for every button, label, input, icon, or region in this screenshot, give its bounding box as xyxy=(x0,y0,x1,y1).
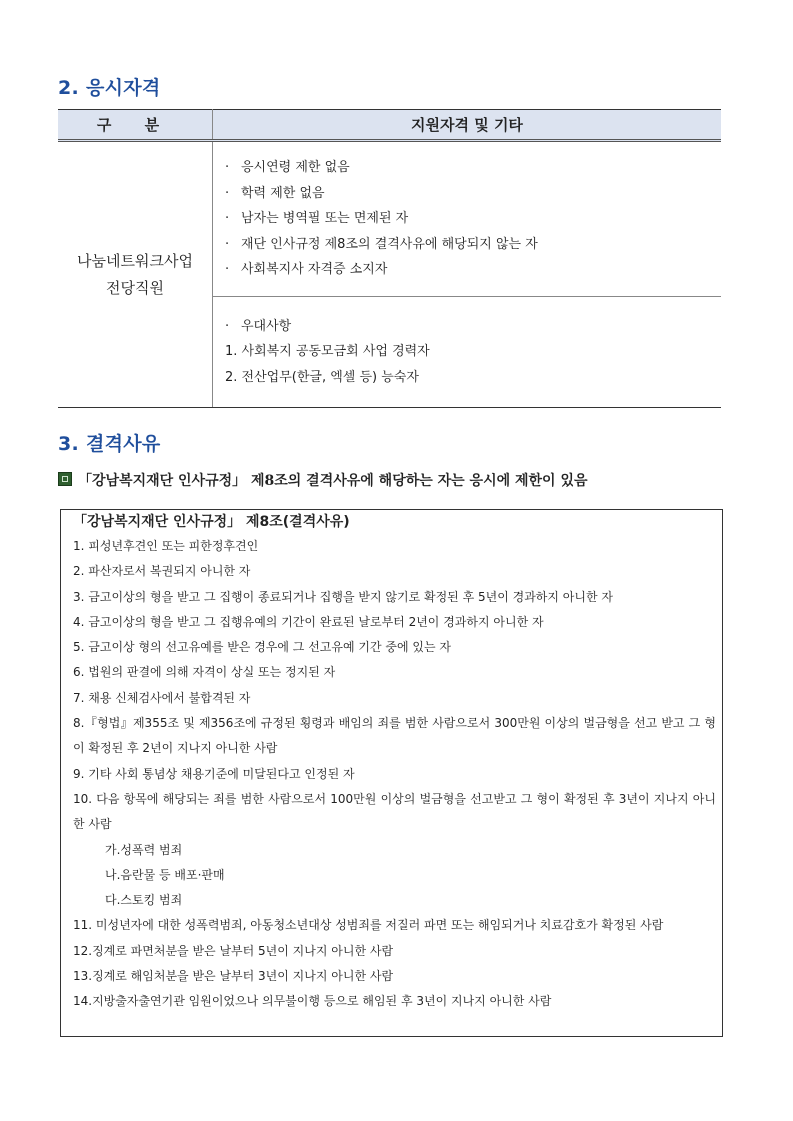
header-category: 구 분 xyxy=(58,110,213,141)
list-item xyxy=(225,155,721,181)
list-item: 1. 피성년후견인 또는 피한정후견인 xyxy=(73,539,259,553)
bullet: · xyxy=(225,262,230,278)
bullet: · xyxy=(225,211,230,227)
category-cell xyxy=(58,141,213,408)
disqualification-box xyxy=(60,509,723,1037)
requirements-cell xyxy=(213,141,722,297)
bullet: · xyxy=(225,185,230,201)
disqualification-list xyxy=(73,534,716,1015)
category-label-line2: 전당직원 xyxy=(106,278,164,297)
sub-list-item: 나.음란물 등 배포·판매 xyxy=(105,867,225,882)
requirement-text: 사회복지사 자격증 소지자 xyxy=(241,262,388,278)
list-item: 3. 금고이상의 형을 받고 그 집행이 종료되거나 집행을 받지 않기로 확정된 후 5년이 경과하지 아니한 자 xyxy=(73,589,613,604)
list-item: 9. 기타 사회 통념상 채용기준에 미달된다고 인정된 자 xyxy=(73,766,355,781)
notice-line xyxy=(58,470,588,490)
list-item xyxy=(225,232,721,258)
requirement-text: 응시연령 제한 없음 xyxy=(241,160,350,176)
list-item: 11. 미성년자에 대한 성폭력범죄, 아동청소년대상 성범죄를 저질러 파면 또는 해임되거나 치료감호가 확정된 사람 xyxy=(73,918,664,933)
list-item: 5. 금고이상 형의 선고유예를 받은 경우에 그 선고유예 기간 중에 있는 자 xyxy=(73,640,451,655)
sub-list-item: 다.스토킹 범죄 xyxy=(105,893,183,908)
list-item: 7. 채용 신체검사에서 불합격된 자 xyxy=(73,690,251,705)
requirement-text: 재단 인사규정 제8조의 결격사유에 해당되지 않는 자 xyxy=(241,236,538,252)
bullet: · xyxy=(225,236,230,252)
requirement-text: 학력 제한 없음 xyxy=(241,185,325,201)
section-heading-disqualifications: 3. 결격사유 xyxy=(58,433,161,455)
list-item: 2. 파산자로서 복권되지 아니한 자 xyxy=(73,564,251,579)
list-item xyxy=(225,206,721,232)
bullet: · xyxy=(225,318,230,334)
list-item xyxy=(225,314,721,340)
bullet: · xyxy=(225,160,230,176)
table-row xyxy=(58,141,721,297)
square-bullet-icon xyxy=(58,472,72,486)
preferences-cell xyxy=(213,297,722,408)
list-item xyxy=(225,257,721,283)
category-label-line1: 나눔네트워크사업 xyxy=(77,251,193,270)
list-item: 6. 법원의 판결에 의해 자격이 상실 또는 정지된 자 xyxy=(73,665,336,680)
requirements-list xyxy=(225,155,721,283)
list-item: 1. 사회복지 공동모금회 사업 경력자 xyxy=(225,344,430,360)
list-item: 4. 금고이상의 형을 받고 그 집행유예의 기간이 완료된 날로부터 2년이 경과하지 아니한 자 xyxy=(73,614,544,629)
list-item: 12.징계로 파면처분을 받은 날부터 5년이 지나지 아니한 사람 xyxy=(73,943,394,958)
list-item xyxy=(225,181,721,207)
box-title: 「강남복지재단 인사규정」 제8조(결격사유) xyxy=(73,514,350,530)
sub-list-item: 가.성폭력 범죄 xyxy=(105,842,183,857)
qualification-table xyxy=(58,109,721,408)
section-heading-qualifications: 2. 응시자격 xyxy=(58,77,161,99)
list-item: 14.지방출자출연기관 임원이었으나 의무불이행 등으로 해임된 후 3년이 지나지 아니한 사람 xyxy=(73,994,552,1009)
table-header-row xyxy=(58,110,721,141)
preferences-list xyxy=(225,314,721,391)
list-item: 10. 다음 항목에 해당되는 죄를 범한 사람으로서 100만원 이상의 벌금형을 선고받고 그 형이 확정된 후 3년이 지나지 아니한 사람 xyxy=(73,791,716,832)
list-item: 8.『형법』제355조 및 제356조에 규정된 횡령과 배임의 죄를 범한 사람으로서 300만원 이상의 벌금형을 선고 받고 그 형이 확정된 후 2년이 지나지 아니한 사람 xyxy=(73,716,716,756)
header-requirements: 지원자격 및 기타 xyxy=(213,110,722,141)
requirement-text: 남자는 병역필 또는 면제된 자 xyxy=(241,211,409,227)
list-item: 2. 전산업무(한글, 엑셀 등) 능숙자 xyxy=(225,369,419,385)
list-item: 13.징계로 해임처분을 받은 날부터 3년이 지나지 아니한 사람 xyxy=(73,969,394,984)
preference-heading: 우대사항 xyxy=(241,318,292,334)
notice-text: 「강남복지재단 인사규정」 제8조의 결격사유에 해당하는 자는 응시에 제한이 있음 xyxy=(78,473,588,489)
